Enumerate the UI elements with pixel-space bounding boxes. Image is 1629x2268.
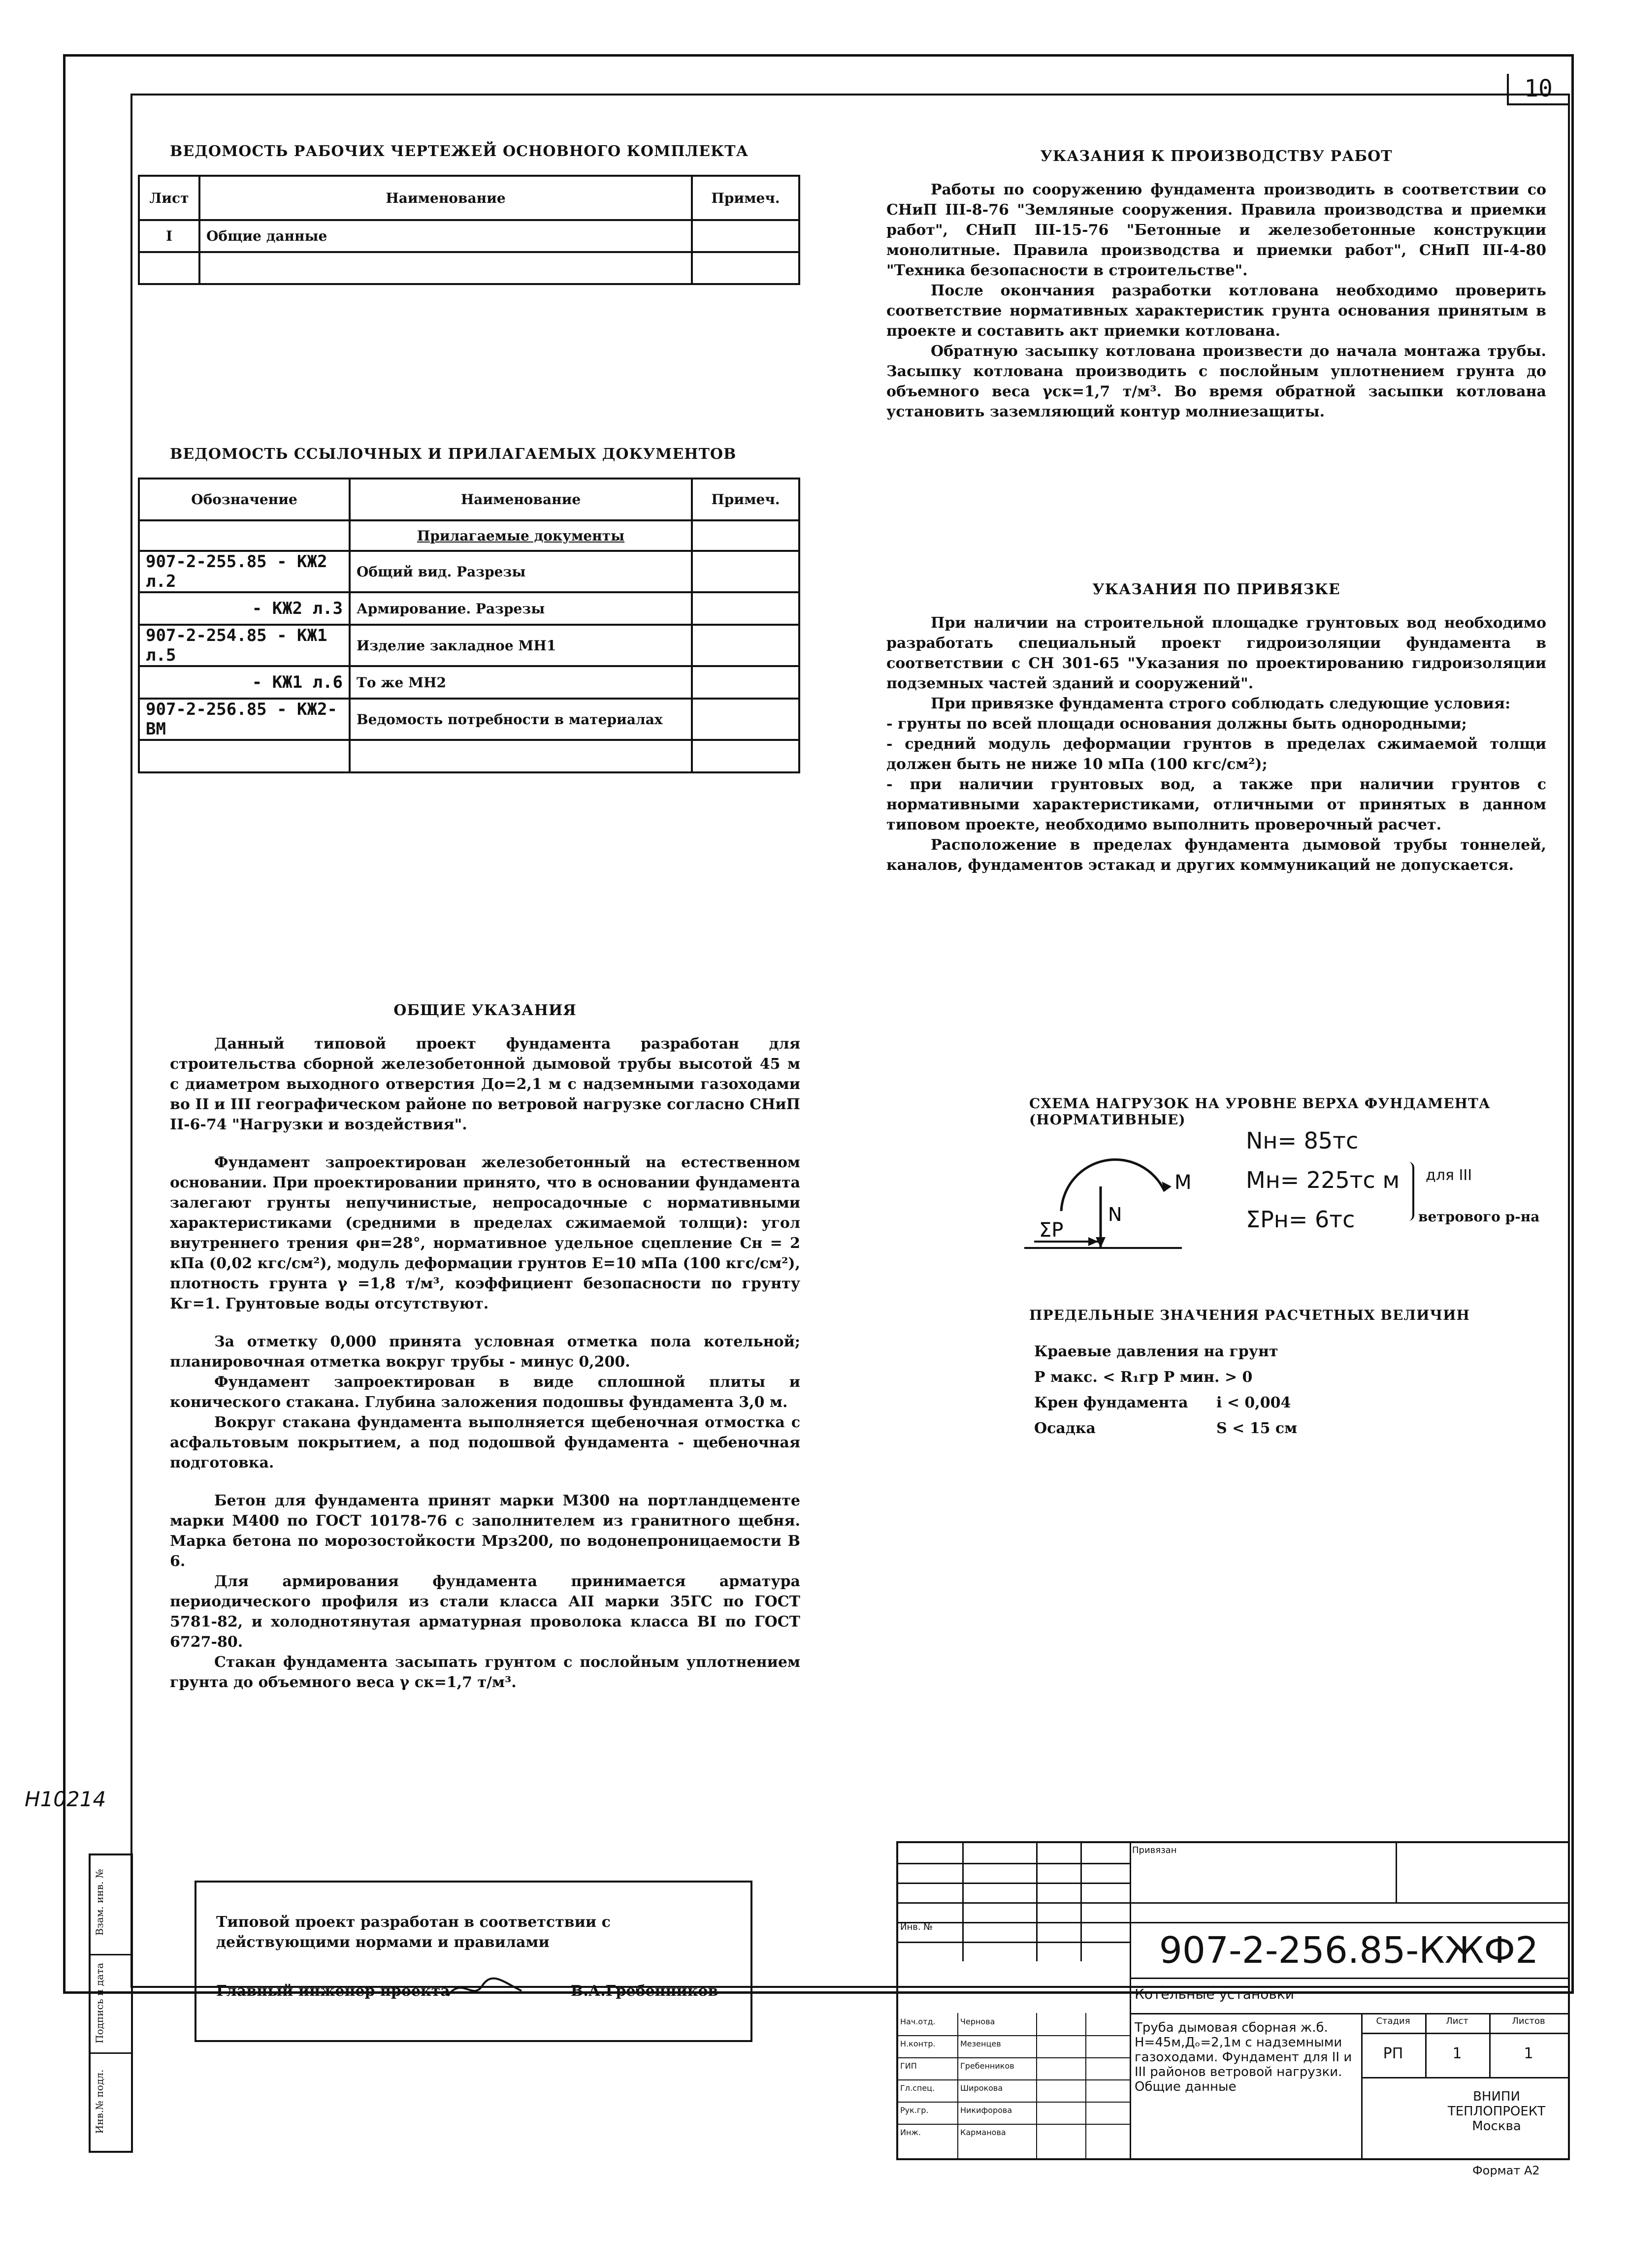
applied-label: Привязан [1132,1845,1177,1855]
table-row-empty [139,740,799,772]
staff-list: Нач.отд. Чернова Н.контр. Мезенцев ГИП Гребенников Гл.спец. Широкова Рук.гр. Никифорова Инж. Карманова [898,2013,1130,2158]
production-text: Работы по сооружению фундамента производить в соответствии со СНиП III-8-76 "Земляные сооружения. Правила производства и приемки работ", СНиП III-15-76 "Бетонные и железобетонные конструкции монолитные. Правила производства и приемки работ", СНиП III-4-80 "Техника безопасности в строительстве". После окончания разработки котлована необходимо проверить соответствие нормативных характеристик грунта основания принятым в проекте и составить акт приемки котлована. Обратную засыпку котлована произвести до начала монтажа трубы. Засыпку котлована производить с послойным уплотнением грунта до объемного веса γск=1,7 т/м³. Во время обратной засыпки котлована установить заземляющий контур молниезащиты. [886,181,1546,420]
sheet-number: 10 [1507,74,1568,105]
subheader: Прилагаемые документы [417,527,625,544]
general-title: ОБЩИЕ УКАЗАНИЯ [393,1002,577,1019]
production-title: УКАЗАНИЯ К ПРОИЗВОДСТВУ РАБОТ [1040,148,1393,165]
side-strip [89,1853,133,2153]
label-n: N [1108,1204,1122,1225]
referenced-docs-title: ВЕДОМОСТЬ ССЫЛОЧНЫХ И ПРИЛАГАЕМЫХ ДОКУМЕНТОВ [170,446,737,463]
label-m: M [1174,1171,1192,1194]
signature [443,1971,526,2006]
general-text: Данный типовой проект фундамента разработан для строительства сборной железобетонной дымовой трубы высотой 45 м с диаметром выходного отверстия До=2,1 м с надземными газоходами во II и III географическом районе по ветровой нагрузке согласно СНиП II-6-74 "Нагрузки и воздействия". Фундамент запроектирован железобетонный на естественном основании. При проектировании принято, что в основании фундамента залегают грунты непучинистые, непросадочные с нормативными характеристиками (средними в пределах сжимаемой толщи): угол внутреннего трения φн=28°, нормативное удельное сцепление Сн = 2 кПа (0,02 кгс/см²), модуль деформации грунтов Е=10 мПа (100 кгс/см²), плотность грунта γ =1,8 т/м³, коэффициент безопасности по грунту Кг=1. Грунтовые воды отсутствуют. За отметку 0,000 принята условная отметка пола котельной; планировочная отметка вокруг трубы - минус 0,200. Фундамент запроектирован в виде сплошной плиты и конического стакана. Глубина заложения подошвы фундамента 3,0 м. Вокруг стакана фундамента выполняется щебеночная отмостка с асфальтовым покрытием, а под подошвой фундамента - щебеночная подготовка. Бетон для фундамента принят марки М300 на портландцементе марки М400 по ГОСТ 10178-76 с заполнителем из гранитного щебня. Марка бетона по морозостойкости Мрз200, по водонепроницаемости В 6. Для армирования фундамента принимается арматура периодического профиля из стали класса АII марки 35ГС по ГОСТ 5781-82, и холоднотянутая арматурная проволока класса ВI по ГОСТ 6727-80. Стакан фундамента засыпать грунтом с послойным уплотнением грунта до объемного веса γ ск=1,7 т/м³. [170,1035,800,1691]
format-label: Формат А2 [1472,2164,1540,2177]
col-note: Примеч. [692,176,799,220]
load-diagram [1005,1127,1261,1275]
table-row: I Общие данные [139,220,799,252]
load-p-value: ΣPн= 6тс [1246,1206,1355,1233]
archive-number: Н10214 [25,1787,106,1811]
limits-title: ПРЕДЕЛЬНЫЕ ЗНАЧЕНИЯ РАСЧЕТНЫХ ВЕЛИЧИН [1029,1307,1470,1323]
working-drawings-table [138,175,800,285]
table-row-empty [139,252,799,284]
load-n-value: Nн= 85тс [1246,1127,1359,1154]
load-note-top: для III [1426,1167,1472,1184]
drawing-code: 907-2-256.85-КЖФ2 [1130,1922,1568,1979]
referenced-docs-table: Обозначение Наименование Примеч. Прилагаемые документы 907-2-255.85 - КЖ2 л.2 Общий вид. Разрезы - КЖ2 л.3 Армирование. Разрезы 907-2-254.85 - КЖ1 л.5 Изделие закладное МН1 - КЖ1 л.6 То же МН2 907-2-256.85 - КЖ2-ВМ Ведомость потребности в материалах [138,478,800,773]
description: Труба дымовая сборная ж.б. Н=45м,Дₒ=2,1м с надземными газоходами. Фундамент для II и III районов ветровой нагрузки. Общие данные [1135,2020,1352,2094]
table-row: 907-2-254.85 - КЖ1 л.5 Изделие закладное МН1 [139,625,799,666]
table-row: 907-2-256.85 - КЖ2-ВМ Ведомость потребности в материалах [139,699,799,740]
table-row: - КЖ1 л.6 То же МН2 [139,666,799,699]
inv-label: Инв. № [900,1922,933,1932]
col-sheet: Лист [139,176,199,220]
binding-text: При наличии на строительной площадке грунтовых вод необходимо разработать специальный проект гидроизоляции фундамента в соответствии с СН 301-65 "Указания по проектированию гидроизоляции подземных частей зданий и сооружений". При привязке фундамента строго соблюдать следующие условия: - грунты по всей площади основания должны быть однородными; - средний модуль деформации грунтов в пределах сжимаемой толщи должен быть не ниже 10 мПа (100 кгс/см²); - при наличии грунтовых вод, а также при наличии грунтов с нормативными характеристиками, отличными от принятых в данном типовом проекте, необходимо выполнить проверочный расчет. Расположение в пределах фундамента дымовой трубы тоннелей, каналов, фундаментов эстакад и других коммуникаций не допускается. [886,614,1546,874]
table-row: 907-2-255.85 - КЖ2 л.2 Общий вид. Разрезы [139,551,799,592]
organization: ВНИПИ ТЕПЛОПРОЕКТ Москва [1447,2089,1546,2134]
load-note-bottom: ветрового р-на [1418,1209,1540,1225]
label-sum-p: ΣP [1039,1219,1064,1242]
stage-table: Стадия Лист Листов РП 1 1 [1361,2013,1568,2077]
section-name: Котельные установки [1135,1986,1294,2002]
side-label-signature: Подпись и дата [94,1963,105,2044]
title-block [896,1841,1570,2160]
table-row: - КЖ2 л.3 Армирование. Разрезы [139,592,799,625]
load-scheme-title: СХЕМА НАГРУЗОК НА УРОВНЕ ВЕРХА ФУНДАМЕНТА (НОРМАТИВНЫЕ) [1029,1095,1491,1128]
side-label-replace: Взам. инв. № [94,1869,105,1936]
side-label-inventory: Инв.№ подл. [94,2069,105,2134]
load-brace [1408,1162,1414,1221]
working-drawings-title: ВЕДОМОСТЬ РАБОЧИХ ЧЕРТЕЖЕЙ ОСНОВНОГО КОМПЛЕКТА [170,143,749,160]
binding-title: УКАЗАНИЯ ПО ПРИВЯЗКЕ [1092,581,1340,598]
load-m-value: Mн= 225тс м [1246,1167,1400,1193]
approval-stamp: Типовой проект разработан в соответствии с действующими нормами и правилами Главный инженер проекта В.А.Гребенников [195,1881,752,2042]
limits-block: Краевые давления на грунт P макс. < R₁гр P мин. > 0 Крен фундамента i < 0,004 Осадка S < 15 см [1034,1343,1298,1437]
col-name: Наименование [199,176,692,220]
